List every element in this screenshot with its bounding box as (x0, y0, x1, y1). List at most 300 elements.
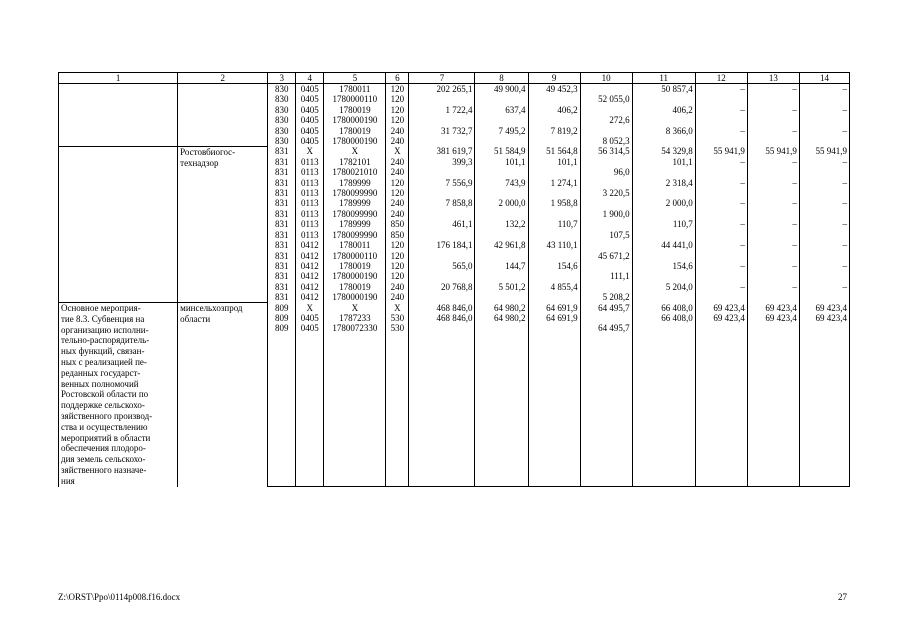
cell-col-11 (632, 94, 695, 104)
cell-col-11 (632, 230, 695, 240)
cell-col-10: 64 495,7 (580, 303, 632, 313)
cell-col-8: 64 980,2 (475, 303, 528, 313)
cell-col-3: 831 (268, 188, 296, 198)
column-number-12: 12 (695, 73, 747, 84)
cell-col-5: 1780099990 (324, 230, 386, 240)
column-number-8: 8 (475, 73, 528, 84)
program-name-line: зяйственного производ- (61, 411, 153, 421)
cell-col-10 (580, 198, 632, 208)
cell-col-9 (528, 230, 580, 240)
table-row (59, 146, 850, 156)
cell-col-3: 809 (268, 303, 296, 313)
cell-col-3: 830 (268, 115, 296, 125)
cell-col-7: 461,1 (409, 219, 475, 229)
cell-col-8: 2 000,0 (475, 198, 528, 208)
cell-col-5: Х (324, 146, 386, 156)
cell-col-7: 7 858,8 (409, 198, 475, 208)
cell-col-13 (747, 323, 799, 333)
cell-col-12 (695, 188, 747, 198)
program-name-line: поддержке сельскохо- (61, 400, 145, 411)
cell-col-12 (695, 167, 747, 177)
cell-col-6: 850 (386, 219, 409, 229)
cell-col-7: 202 265,1 (409, 84, 475, 95)
cell-col-5: 1782101 (324, 157, 386, 167)
cell-col-8: 49 900,4 (475, 84, 528, 95)
cell-col-7 (409, 323, 475, 333)
cell-col-4: 0412 (296, 292, 324, 302)
cell-col-12: – (695, 198, 747, 208)
program-name-line: дия земель сельскохо- (61, 454, 146, 465)
cell-col-9: 64 691,9 (528, 313, 580, 323)
cell-col-9 (528, 271, 580, 281)
cell-col-6: 240 (386, 292, 409, 302)
cell-col-14: – (799, 84, 849, 95)
cell-col-11: 110,7 (632, 219, 695, 229)
executor-name-line: минсельхозпрод (180, 303, 243, 314)
cell-col-11 (632, 136, 695, 146)
cell-col-6: 240 (386, 167, 409, 177)
budget-table (58, 72, 850, 487)
cell-col-7: 31 732,7 (409, 126, 475, 136)
cell-col-6: 120 (386, 105, 409, 115)
cell-col-13: – (747, 105, 799, 115)
cell-col-11 (632, 323, 695, 333)
file-path: Z:\ORST\Ppo\0114p008.f16.docx (58, 592, 181, 602)
cell-col-11: 8 366,0 (632, 126, 695, 136)
cell-col-6: 240 (386, 198, 409, 208)
cell-col-10: 56 314,5 (580, 146, 632, 156)
cell-col-11 (632, 271, 695, 281)
cell-col-11 (632, 251, 695, 261)
column-number-1: 1 (59, 73, 178, 84)
cell-col-9 (528, 167, 580, 177)
executor-name-line: области (180, 313, 211, 324)
cell-col-10 (580, 157, 632, 167)
cell-col-13: – (747, 282, 799, 292)
cell-col-14: 69 423,4 (799, 303, 849, 313)
cell-col-12: – (695, 282, 747, 292)
cell-col-13 (747, 230, 799, 240)
cell-col-9: 406,2 (528, 105, 580, 115)
cell-col-6: 120 (386, 251, 409, 261)
cell-col-12 (695, 251, 747, 261)
cell-col-13 (747, 209, 799, 219)
cell-col-11: 44 441,0 (632, 240, 695, 250)
cell-col-6: 120 (386, 178, 409, 188)
cell-col-12 (695, 94, 747, 104)
cell-col-8: 101,1 (475, 157, 528, 167)
cell-col-7: 468 846,0 (409, 313, 475, 323)
cell-col-8: 637,4 (475, 105, 528, 115)
cell-col-11 (632, 209, 695, 219)
cell-col-5: 1780000190 (324, 292, 386, 302)
cell-col-9 (528, 251, 580, 261)
cell-col-14 (799, 115, 849, 125)
cell-col-14: – (799, 126, 849, 136)
column-number-5: 5 (324, 73, 386, 84)
table-row (59, 303, 850, 313)
cell-col-10: 3 220,5 (580, 188, 632, 198)
empty-cell (409, 334, 475, 487)
empty-cell (296, 334, 324, 487)
cell-col-12: – (695, 240, 747, 250)
cell-col-9 (528, 115, 580, 125)
cell-col-7: 7 556,9 (409, 178, 475, 188)
cell-col-12 (695, 323, 747, 333)
program-name-line: ния (61, 475, 75, 486)
program-name-cell (59, 84, 178, 147)
cell-col-8: 144,7 (475, 261, 528, 271)
cell-col-3: 831 (268, 167, 296, 177)
cell-col-4: 0113 (296, 230, 324, 240)
cell-col-3: 831 (268, 261, 296, 271)
cell-col-4: 0113 (296, 157, 324, 167)
cell-col-14: – (799, 178, 849, 188)
program-name-line: зяйственного назначе- (61, 464, 147, 475)
cell-col-7 (409, 167, 475, 177)
cell-col-9 (528, 136, 580, 146)
cell-col-12 (695, 230, 747, 240)
cell-col-13: – (747, 219, 799, 229)
cell-col-4: 0405 (296, 313, 324, 323)
cell-col-14 (799, 167, 849, 177)
program-name-line: венных полномочий (61, 378, 139, 389)
cell-col-9 (528, 292, 580, 302)
empty-cell (324, 334, 386, 487)
column-number-10: 10 (580, 73, 632, 84)
cell-col-7: 468 846,0 (409, 303, 475, 313)
cell-col-3: 831 (268, 292, 296, 302)
cell-col-6: 120 (386, 261, 409, 271)
cell-col-11: 101,1 (632, 157, 695, 167)
cell-col-8: 5 501,2 (475, 282, 528, 292)
cell-col-8 (475, 167, 528, 177)
cell-col-6: 530 (386, 313, 409, 323)
cell-col-14: – (799, 240, 849, 250)
cell-col-13: 69 423,4 (747, 313, 799, 323)
cell-col-7 (409, 94, 475, 104)
cell-col-12: 69 423,4 (695, 313, 747, 323)
cell-col-9: 110,7 (528, 219, 580, 229)
cell-col-9: 1 958,8 (528, 198, 580, 208)
cell-col-4: 0412 (296, 271, 324, 281)
cell-col-3: 830 (268, 105, 296, 115)
column-number-row (59, 73, 850, 84)
cell-col-13: – (747, 261, 799, 271)
cell-col-13: – (747, 84, 799, 95)
cell-col-13 (747, 188, 799, 198)
program-name-line: реданных государст- (61, 367, 141, 378)
cell-col-6: 240 (386, 282, 409, 292)
cell-col-4: 0405 (296, 105, 324, 115)
cell-col-5: 1780019 (324, 105, 386, 115)
cell-col-13: – (747, 157, 799, 167)
column-number-11: 11 (632, 73, 695, 84)
program-name-line: Ростовской области по (61, 389, 149, 400)
cell-col-5: 1780072330 (324, 323, 386, 333)
cell-col-13 (747, 292, 799, 302)
column-number-4: 4 (296, 73, 324, 84)
cell-col-7 (409, 292, 475, 302)
cell-col-5: 1780019 (324, 261, 386, 271)
cell-col-14: – (799, 105, 849, 115)
cell-col-7 (409, 136, 475, 146)
cell-col-8: 132,2 (475, 219, 528, 229)
cell-col-10 (580, 105, 632, 115)
cell-col-10: 45 671,2 (580, 251, 632, 261)
cell-col-7: 20 768,8 (409, 282, 475, 292)
cell-col-4: 0113 (296, 178, 324, 188)
cell-col-5: 1780000190 (324, 115, 386, 125)
empty-cell (632, 334, 695, 487)
program-name-line: организацию исполни- (61, 324, 149, 335)
cell-col-8: 743,9 (475, 178, 528, 188)
executor-cell (178, 303, 268, 487)
cell-col-12: – (695, 126, 747, 136)
cell-col-13 (747, 271, 799, 281)
cell-col-11: 5 204,0 (632, 282, 695, 292)
cell-col-14 (799, 230, 849, 240)
cell-col-10 (580, 126, 632, 136)
cell-col-12 (695, 136, 747, 146)
cell-col-10 (580, 240, 632, 250)
cell-col-6: 240 (386, 136, 409, 146)
table-row (59, 84, 850, 95)
column-number-13: 13 (747, 73, 799, 84)
cell-col-12 (695, 292, 747, 302)
cell-col-13 (747, 94, 799, 104)
column-number-14: 14 (799, 73, 849, 84)
cell-col-8: 7 495,2 (475, 126, 528, 136)
cell-col-10: 1 900,0 (580, 209, 632, 219)
cell-col-11 (632, 292, 695, 302)
cell-col-14 (799, 323, 849, 333)
cell-col-3: 831 (268, 230, 296, 240)
cell-col-10 (580, 313, 632, 323)
cell-col-3: 831 (268, 282, 296, 292)
cell-col-8 (475, 251, 528, 261)
cell-col-7: 176 184,1 (409, 240, 475, 250)
cell-col-6: 240 (386, 157, 409, 167)
cell-col-6: 120 (386, 115, 409, 125)
cell-col-11: 66 408,0 (632, 313, 695, 323)
cell-col-5: 1780021010 (324, 167, 386, 177)
empty-cell (695, 334, 747, 487)
cell-col-6: 240 (386, 209, 409, 219)
cell-col-11 (632, 115, 695, 125)
cell-col-11 (632, 167, 695, 177)
cell-col-7 (409, 230, 475, 240)
cell-col-9: 49 452,3 (528, 84, 580, 95)
cell-col-9: 43 110,1 (528, 240, 580, 250)
cell-col-7: 1 722,4 (409, 105, 475, 115)
cell-col-9: 4 855,4 (528, 282, 580, 292)
column-number-3: 3 (268, 73, 296, 84)
cell-col-12: – (695, 157, 747, 167)
cell-col-13 (747, 167, 799, 177)
cell-col-11: 406,2 (632, 105, 695, 115)
cell-col-11: 54 329,8 (632, 146, 695, 156)
cell-col-4: 0113 (296, 167, 324, 177)
cell-col-6: 120 (386, 188, 409, 198)
cell-col-4: 0405 (296, 94, 324, 104)
cell-col-11: 50 857,4 (632, 84, 695, 95)
cell-col-3: 831 (268, 209, 296, 219)
cell-col-6: 120 (386, 84, 409, 95)
cell-col-13: – (747, 240, 799, 250)
empty-cell (799, 334, 849, 487)
cell-col-4: 0405 (296, 115, 324, 125)
cell-col-8 (475, 136, 528, 146)
cell-col-13: – (747, 178, 799, 188)
program-name-line: тельно-распорядитель- (61, 335, 150, 346)
cell-col-6: Х (386, 303, 409, 313)
cell-col-4: 0405 (296, 84, 324, 95)
cell-col-12: 69 423,4 (695, 303, 747, 313)
cell-col-4: 0113 (296, 219, 324, 229)
cell-col-7 (409, 251, 475, 261)
cell-col-14: 55 941,9 (799, 146, 849, 156)
cell-col-3: 830 (268, 94, 296, 104)
cell-col-14: – (799, 219, 849, 229)
program-name-line: тие 8.3. Субвенция на (61, 313, 145, 324)
cell-col-11 (632, 188, 695, 198)
cell-col-8 (475, 230, 528, 240)
cell-col-4: 0113 (296, 198, 324, 208)
cell-col-11: 154,6 (632, 261, 695, 271)
cell-col-10: 52 055,0 (580, 94, 632, 104)
cell-col-10 (580, 178, 632, 188)
cell-col-3: 831 (268, 251, 296, 261)
cell-col-5: 1780000110 (324, 94, 386, 104)
cell-col-7: 399,3 (409, 157, 475, 167)
cell-col-5: 1789999 (324, 219, 386, 229)
cell-col-14 (799, 271, 849, 281)
cell-col-5: 1789999 (324, 198, 386, 208)
cell-col-3: 831 (268, 219, 296, 229)
cell-col-12 (695, 271, 747, 281)
cell-col-5: 1787233 (324, 313, 386, 323)
cell-col-9: 64 691,9 (528, 303, 580, 313)
empty-cell (528, 334, 580, 487)
cell-col-6: Х (386, 146, 409, 156)
program-name-cell (59, 146, 178, 302)
cell-col-11: 2 000,0 (632, 198, 695, 208)
cell-col-3: 830 (268, 84, 296, 95)
cell-col-9: 154,6 (528, 261, 580, 271)
cell-col-3: 831 (268, 178, 296, 188)
executor-name-line: Ростовбиогос- (180, 146, 236, 157)
cell-col-14: – (799, 157, 849, 167)
program-name-line: ных с реализацией пе- (61, 357, 147, 368)
cell-col-7 (409, 115, 475, 125)
cell-col-10 (580, 84, 632, 95)
cell-col-14: – (799, 198, 849, 208)
cell-col-13: 55 941,9 (747, 146, 799, 156)
cell-col-4: Х (296, 303, 324, 313)
empty-cell (580, 334, 632, 487)
cell-col-6: 120 (386, 240, 409, 250)
cell-col-5: 1789999 (324, 178, 386, 188)
column-number-6: 6 (386, 73, 409, 84)
cell-col-8 (475, 323, 528, 333)
cell-col-9 (528, 209, 580, 219)
cell-col-6: 240 (386, 126, 409, 136)
cell-col-12: – (695, 219, 747, 229)
cell-col-13: – (747, 126, 799, 136)
cell-col-14: – (799, 282, 849, 292)
cell-col-13 (747, 136, 799, 146)
cell-col-12: – (695, 178, 747, 188)
column-number-7: 7 (409, 73, 475, 84)
cell-col-9: 7 819,2 (528, 126, 580, 136)
cell-col-13 (747, 251, 799, 261)
cell-col-3: 831 (268, 146, 296, 156)
empty-cell (747, 334, 799, 487)
cell-col-12 (695, 115, 747, 125)
cell-col-4: 0113 (296, 209, 324, 219)
cell-col-10: 64 495,7 (580, 323, 632, 333)
program-name-line: ства и осуществлению (61, 421, 148, 432)
cell-col-7 (409, 209, 475, 219)
cell-col-8: 64 980,2 (475, 313, 528, 323)
cell-col-12 (695, 209, 747, 219)
cell-col-3: 831 (268, 271, 296, 281)
cell-col-12: – (695, 84, 747, 95)
table-body (59, 73, 850, 487)
cell-col-4: 0412 (296, 240, 324, 250)
cell-col-13: – (747, 198, 799, 208)
cell-col-8 (475, 209, 528, 219)
column-number-9: 9 (528, 73, 580, 84)
cell-col-4: 0113 (296, 188, 324, 198)
cell-col-13 (747, 115, 799, 125)
cell-col-10 (580, 282, 632, 292)
cell-col-5: 1780000110 (324, 251, 386, 261)
cell-col-12: – (695, 261, 747, 271)
cell-col-12: – (695, 105, 747, 115)
cell-col-5: 1780000190 (324, 271, 386, 281)
cell-col-9 (528, 94, 580, 104)
cell-col-10: 5 208,2 (580, 292, 632, 302)
cell-col-4: Х (296, 146, 324, 156)
cell-col-9 (528, 323, 580, 333)
cell-col-7 (409, 188, 475, 198)
cell-col-6: 120 (386, 94, 409, 104)
cell-col-5: 1780000190 (324, 136, 386, 146)
program-name-cell (59, 303, 178, 487)
cell-col-3: 831 (268, 240, 296, 250)
cell-col-5: Х (324, 303, 386, 313)
executor-cell (178, 146, 268, 302)
executor-cell (178, 84, 268, 147)
cell-col-5: 1780019 (324, 126, 386, 136)
cell-col-9: 51 564,8 (528, 146, 580, 156)
cell-col-8 (475, 292, 528, 302)
cell-col-10: 272,6 (580, 115, 632, 125)
cell-col-9 (528, 188, 580, 198)
program-name-line: обеспечения плодоро- (61, 443, 146, 454)
column-number-2: 2 (178, 73, 268, 84)
empty-cell (268, 334, 296, 487)
cell-col-13: 69 423,4 (747, 303, 799, 313)
program-name-line: ных функций, связан- (61, 346, 145, 357)
cell-col-8 (475, 115, 528, 125)
cell-col-12: 55 941,9 (695, 146, 747, 156)
cell-col-10: 107,5 (580, 230, 632, 240)
cell-col-14: 69 423,4 (799, 313, 849, 323)
cell-col-3: 831 (268, 198, 296, 208)
